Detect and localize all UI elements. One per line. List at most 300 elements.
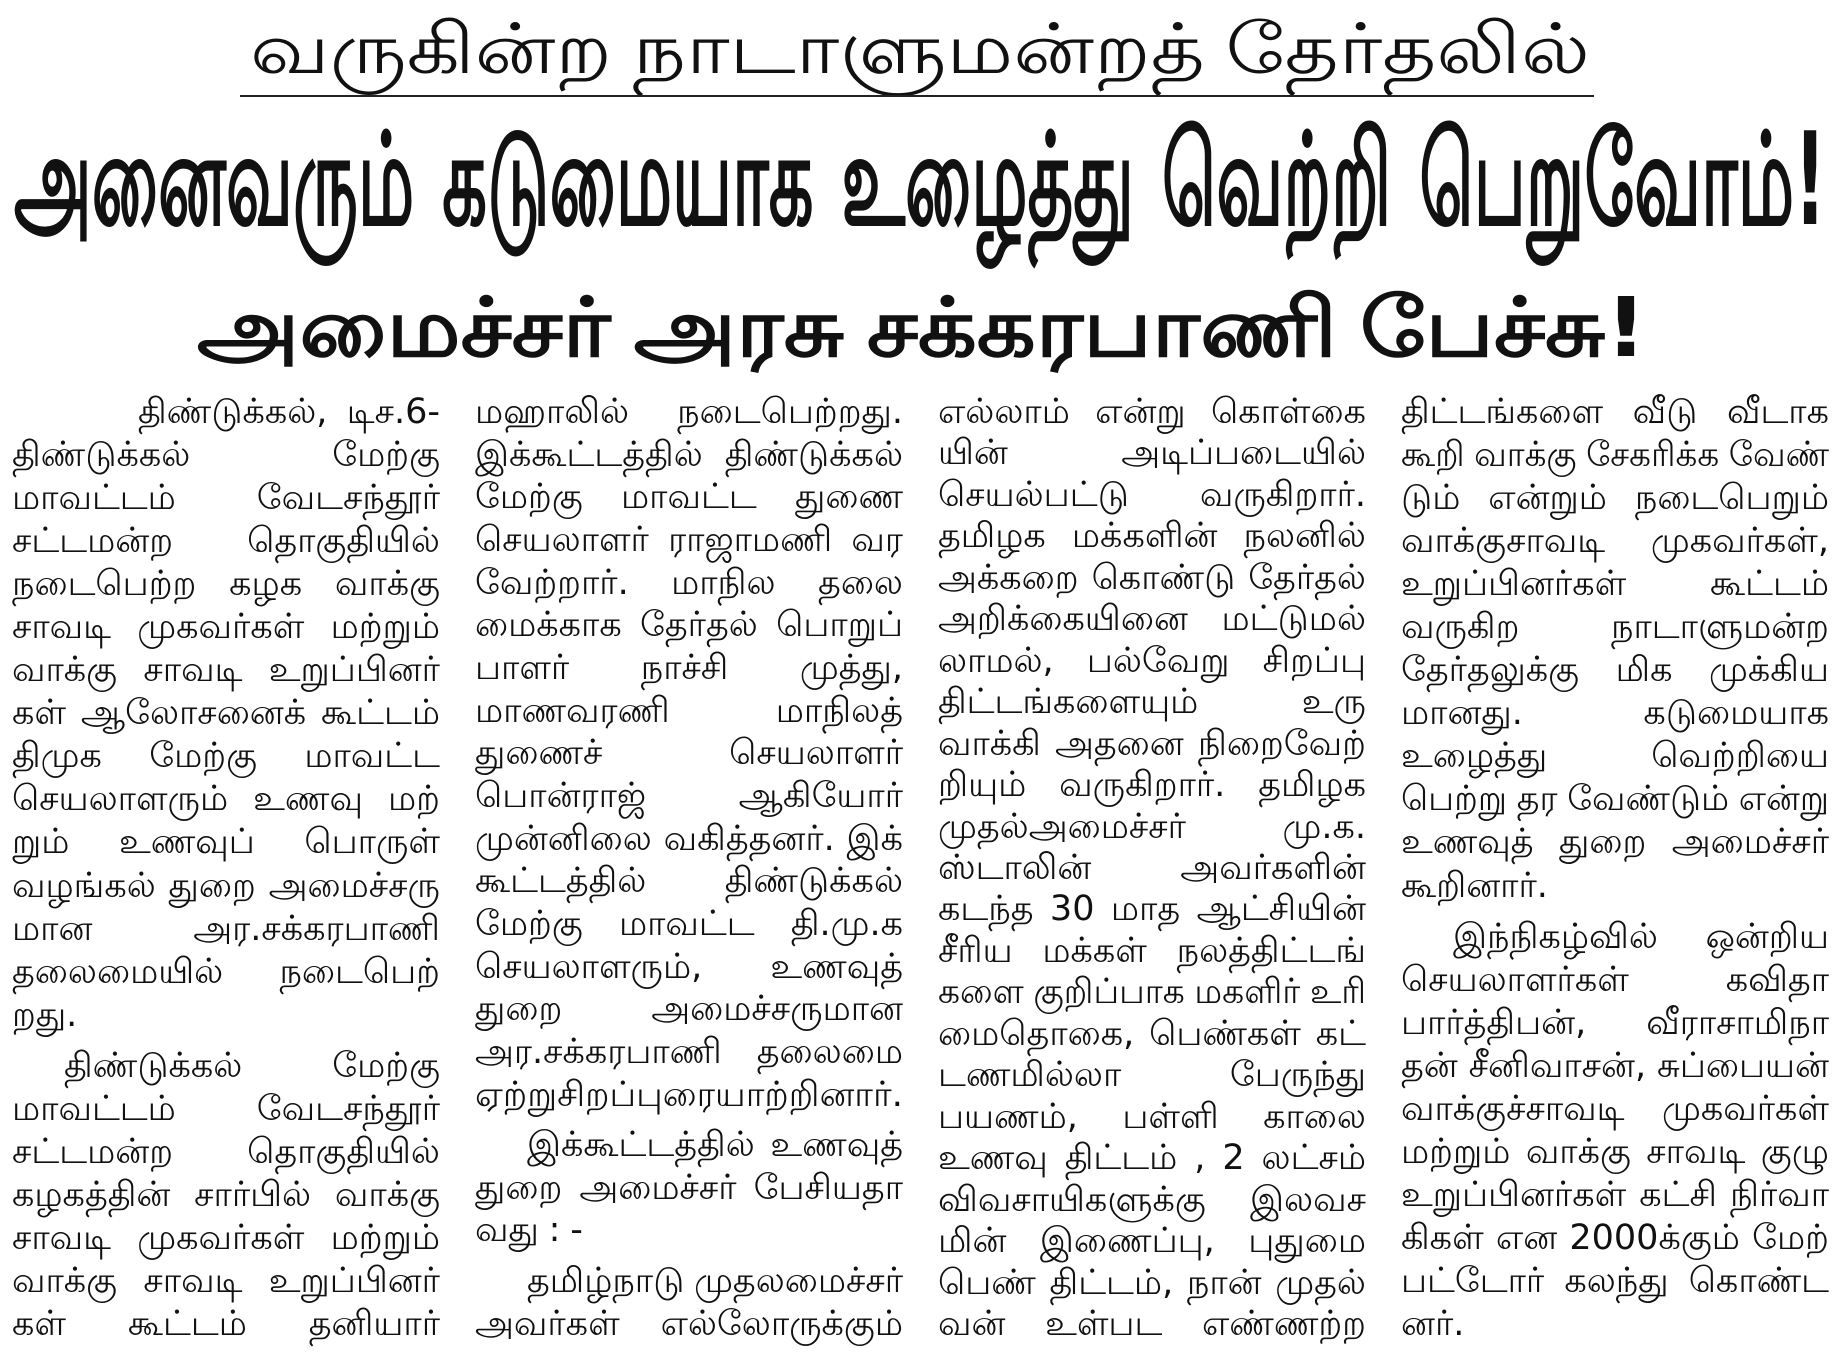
line-text: [475, 563, 903, 603]
word: சாவடி: [143, 650, 243, 691]
body-text-line: [475, 1032, 903, 1072]
body-text-line: [12, 736, 440, 776]
word: நிர்வா: [1729, 1174, 1829, 1215]
article-column-3: [938, 392, 1366, 1344]
body-text-line: [938, 724, 1366, 764]
body-text-line: [12, 952, 440, 992]
body-text-line: [475, 989, 903, 1029]
word: உரு: [1301, 682, 1366, 723]
line-text: [938, 433, 1366, 473]
line-text: [12, 822, 440, 862]
word: பல்வேறு: [1086, 640, 1230, 681]
word: மைதொகை,: [938, 1013, 1135, 1054]
word: அமைச்சர்: [579, 1167, 737, 1208]
word: திண்டுக்கல்: [64, 1045, 243, 1086]
word: றது.: [12, 994, 78, 1035]
body-text-line: [938, 558, 1366, 598]
word: நடைபெற்: [279, 951, 440, 992]
word: என்றும்: [1488, 478, 1607, 519]
line-text: [14, 106, 1826, 256]
word: பள்ளி: [1122, 1096, 1219, 1137]
line-text: [938, 641, 1366, 681]
body-text-line: [475, 563, 903, 603]
word: நலனில்: [1243, 516, 1366, 557]
word: மாவட்ட: [304, 736, 440, 777]
line-text: [475, 861, 903, 901]
word: சாவடி: [1646, 1131, 1746, 1172]
line-text: [138, 392, 440, 432]
line-text: [475, 1075, 903, 1115]
word: நாடாளுமன்ற: [1611, 607, 1829, 648]
line-text: [475, 392, 903, 432]
line-text: [12, 1132, 440, 1172]
body-text-line: [1401, 736, 1829, 776]
body-text-line: [475, 861, 903, 901]
word: செயலாளர்: [475, 519, 649, 560]
line-text: [12, 1089, 440, 1129]
body-text-line: [938, 931, 1366, 971]
body-text-line: [475, 1125, 903, 1165]
word: தேர்தல்: [1248, 557, 1366, 598]
word: ஏற்றுசிறப்புரையாற்றினார்.: [475, 1074, 904, 1115]
line-text: [475, 947, 903, 987]
word: துறை: [475, 989, 563, 1030]
word: சீரிய: [938, 930, 1013, 971]
word: வாக்குச்சாவடி: [1401, 1088, 1625, 1129]
word: இந்நிகழ்வில்: [1453, 916, 1658, 957]
line-text: [1401, 693, 1829, 733]
body-text-line: [1401, 1089, 1829, 1129]
body-text-line: [475, 733, 903, 773]
word: வருகிறார்.: [1199, 474, 1366, 515]
word: சாவடி: [143, 1260, 243, 1301]
line-text: [475, 1032, 903, 1072]
body-text-line: [938, 1221, 1366, 1261]
word: குறிப்பாக: [1033, 972, 1185, 1013]
line-text: [938, 392, 1366, 432]
word: றியும்: [938, 765, 1027, 806]
word: வகித்தனர்.: [663, 818, 835, 859]
article-column-1: [12, 392, 440, 1344]
line-text: [938, 475, 1366, 515]
line-text: [938, 682, 1366, 722]
body-text-line: [12, 1304, 440, 1344]
word: இக்கூட்டத்தில்: [527, 1125, 755, 1166]
word: திட்டங்களையும்: [938, 682, 1199, 723]
word: உள்பட: [1045, 1303, 1163, 1344]
word: என்று: [1095, 392, 1186, 432]
word: வருகிற: [1401, 607, 1520, 648]
word: ஒன்றிய: [1705, 916, 1829, 957]
word: தலைமை: [756, 1031, 903, 1072]
word: டணமில்லா: [938, 1055, 1122, 1096]
body-text-line: [938, 807, 1366, 847]
line-text: [938, 931, 1366, 971]
line-text: [475, 776, 903, 816]
word: நிறைவேற்: [1197, 723, 1366, 764]
word: தன்: [1401, 1045, 1458, 1086]
body-text-line: [12, 1089, 440, 1129]
line-text: [1401, 521, 1829, 561]
body-text-line: [1401, 693, 1829, 733]
word: கூட்டம்: [321, 693, 440, 734]
word: திண்டுக்கல்: [724, 861, 903, 902]
line-text: [12, 650, 440, 690]
body-text-line: [938, 1180, 1366, 1220]
line-text: [475, 1168, 903, 1208]
word: செயலாளர்: [729, 733, 903, 774]
line-text: [938, 1014, 1366, 1054]
word: லாமல்,: [938, 640, 1054, 681]
body-text-line: [12, 995, 440, 1035]
word: வழங்கல்: [12, 865, 156, 906]
line-text: [1401, 1003, 1829, 1043]
word: இக்: [846, 818, 903, 859]
word: காலை: [1263, 1096, 1366, 1137]
line-text: [475, 733, 903, 773]
word: செயல்பட்டு: [938, 474, 1129, 515]
word: வாக்கி: [938, 723, 1041, 764]
word: மான: [12, 908, 93, 949]
word: அக்கறை: [938, 557, 1079, 598]
body-text-line: [12, 650, 440, 690]
line-text: [1401, 392, 1829, 432]
word: மாவட்ட: [621, 477, 757, 518]
line-text: [197, 282, 1647, 376]
line-text: [475, 1210, 583, 1250]
word: தொகுதியில்: [247, 1131, 440, 1172]
word: கூட்டம்: [127, 1303, 247, 1344]
word: தர: [1516, 779, 1558, 820]
word: கட்சி: [1639, 1174, 1717, 1215]
body-text-line: [938, 1014, 1366, 1054]
word: அமைச்சரு: [268, 865, 440, 906]
line-text: [938, 848, 1366, 888]
line-text: [12, 779, 440, 819]
word: கூறினார்.: [1401, 865, 1548, 906]
word: கடந்த: [938, 889, 1034, 930]
line-text: [12, 607, 440, 647]
word: முகவர்கள்: [137, 1217, 305, 1258]
dateline: [12, 392, 440, 432]
word: டிச.6-: [346, 392, 440, 432]
word: உழைத்து: [1401, 736, 1548, 777]
word: திமுக: [12, 736, 102, 777]
word: உறுப்பினர்கள்: [1401, 1174, 1627, 1215]
word: உரி: [1309, 972, 1367, 1013]
word: முக்கிய: [1709, 650, 1829, 691]
word: திண்டுக்கல்: [724, 434, 903, 475]
word: கொண்ட: [1688, 1260, 1829, 1301]
body-text-line: [1401, 822, 1829, 862]
word: இணைப்பு,: [1039, 1221, 1215, 1262]
line-text: [1401, 1304, 1464, 1344]
line-text: [1401, 1175, 1829, 1215]
line-text: [1401, 1261, 1829, 1301]
word: றும்: [12, 822, 70, 863]
body-text-line: [1401, 1003, 1829, 1043]
word: பெண்: [938, 1262, 1036, 1303]
word: தமிழக: [938, 516, 1046, 557]
word: அமைச்சர்: [1671, 822, 1829, 863]
body-text-line: [1401, 1261, 1829, 1301]
word: மக்கள்: [1042, 930, 1147, 971]
line-text: [12, 564, 440, 604]
word: உணவுத்: [770, 946, 903, 987]
line-text: [250, 6, 1590, 92]
body-text-line: [938, 972, 1366, 1012]
word: திட்டங்களை: [1401, 392, 1604, 432]
body-text-line: [475, 1168, 903, 1208]
word: பொன்ராஜ்: [475, 775, 647, 816]
word: டும்: [1401, 478, 1461, 519]
word: மின்: [938, 1221, 1007, 1262]
body-text-line: [1401, 1132, 1829, 1172]
word: மாணவரணி: [475, 690, 670, 731]
word: 2: [1222, 1138, 1245, 1179]
word: முத்து,: [799, 647, 903, 688]
word: மு.க.: [1282, 806, 1366, 847]
word: அதனை: [1054, 723, 1184, 764]
body-text-line: [12, 435, 440, 475]
line-text: [12, 1304, 440, 1344]
word: சக்கரபாணி: [866, 281, 1337, 376]
word: துறை: [168, 865, 256, 906]
word: வாக்கு: [1474, 435, 1577, 476]
word: பயணம்,: [938, 1096, 1078, 1137]
word: 30: [1049, 889, 1095, 930]
word: நாச்சி: [640, 647, 729, 688]
body-text-line: [475, 819, 903, 859]
body-text-line: [1401, 392, 1829, 432]
line-text: [12, 952, 440, 992]
body-text-line: [475, 520, 903, 560]
line-text: [938, 1221, 1366, 1261]
body-text-line: [938, 433, 1366, 473]
headline-subtitle: [197, 282, 1647, 376]
body-text-line: [12, 1132, 440, 1172]
word: கிகள்: [1401, 1217, 1484, 1258]
word: என்று: [1738, 779, 1830, 820]
line-text: [12, 1218, 440, 1258]
word: உழைத்து: [841, 106, 1134, 255]
line-text: [475, 648, 903, 688]
word: திட்டம்,: [1049, 1262, 1174, 1303]
body-text-line: [12, 521, 440, 561]
line-text: [1401, 1046, 1829, 1086]
word: மானது.: [1401, 693, 1523, 734]
line-text: [938, 972, 1366, 1012]
word: உறுப்பினர்கள்: [1401, 564, 1627, 605]
word: னர்.: [1401, 1303, 1465, 1344]
word: சட்டமன்ற: [12, 1131, 174, 1172]
word: அர.சக்கரபாணி: [475, 1031, 722, 1072]
word: வேற்றார்.: [475, 562, 629, 603]
word: சேகரிக்க: [1586, 435, 1720, 476]
word: -: [570, 1210, 583, 1251]
word: பேருந்து: [1229, 1055, 1366, 1096]
line-text: [475, 989, 903, 1029]
line-text: [938, 1055, 1366, 1095]
word: அனைவரும்: [14, 106, 415, 255]
word: மாநில: [671, 562, 776, 603]
line-text: [938, 889, 1366, 929]
line-text: [12, 435, 440, 475]
word: கலந்து: [1564, 1260, 1669, 1301]
word: சுப்பையன்: [1656, 1045, 1829, 1086]
body-text-line: [938, 475, 1366, 515]
word: திண்டுக்கல்,: [138, 392, 328, 432]
line-text: [12, 693, 440, 733]
word: மேற்கு: [149, 736, 257, 777]
word: நடைபெறும்: [1634, 478, 1829, 519]
line-text: [64, 1046, 440, 1086]
body-text-line: [475, 477, 903, 517]
body-text-line: [475, 1261, 903, 1301]
word: நாடாளுமன்றத்: [632, 8, 1205, 90]
word: அவர்களின்: [1180, 847, 1366, 888]
word: மகளிர்: [1194, 972, 1301, 1013]
word: தமிழக: [1258, 765, 1366, 806]
body-text-line: [12, 779, 440, 819]
word: தொகுதியில்: [247, 521, 440, 562]
word: நடைபெற்ற: [12, 564, 197, 605]
body-text-line: [475, 1210, 903, 1250]
line-text: [938, 807, 1366, 847]
word: பார்த்திபன்,: [1401, 1002, 1587, 1043]
word: திட்டம்: [1064, 1138, 1178, 1179]
word: பொறுப்: [776, 605, 903, 646]
body-text-line: [12, 1218, 440, 1258]
word: அரசு: [633, 281, 844, 376]
word: மிக: [1615, 650, 1673, 691]
word: பெறுவோம்!: [1419, 106, 1827, 255]
word: மஹாலில்: [475, 392, 630, 432]
word: குழு: [1760, 1131, 1829, 1172]
word: வன்: [938, 1303, 1006, 1344]
word: லட்சம்: [1261, 1138, 1366, 1179]
word: மாவட்டம்: [12, 478, 176, 519]
line-text: [938, 724, 1366, 764]
word: வீராசாமிநா: [1646, 1002, 1829, 1043]
word: செயலாளரும்: [12, 779, 229, 820]
line-text: [12, 909, 440, 949]
word: உறுப்பினர்: [268, 650, 440, 691]
body-text-line: [12, 564, 440, 604]
body-text-line: [475, 648, 903, 688]
word: முதல்அமைச்சர்: [938, 806, 1186, 847]
word: முகவர்கள்,: [1650, 521, 1829, 562]
line-text: [12, 478, 440, 518]
word: கள்: [12, 693, 66, 734]
word: வருகிறார்.: [1059, 765, 1226, 806]
body-text-line: [475, 691, 903, 731]
word: களை: [938, 972, 1024, 1013]
line-text: [938, 1138, 1366, 1178]
line-text: [1401, 478, 1829, 518]
body-text-line: [12, 1046, 440, 1086]
body-text-line: [12, 909, 440, 949]
body-text-line: [12, 478, 440, 518]
line-text: [475, 605, 903, 645]
line-text: [475, 435, 903, 475]
body-text-line: [1401, 960, 1829, 1000]
word: வெற்றியை: [1651, 736, 1829, 777]
body-text-line: [475, 435, 903, 475]
word: தேர்தலுக்கு: [1401, 650, 1580, 691]
word: அவர்கள்: [475, 1303, 620, 1344]
word: அறிக்கையினை: [938, 599, 1188, 640]
body-text-line: [938, 1138, 1366, 1178]
word: வீடு: [1632, 392, 1698, 432]
word: சீனிவாசன்,: [1468, 1045, 1647, 1086]
body-text-line: [475, 1304, 903, 1344]
word: மாநிலத்: [775, 690, 903, 731]
word: வேடசந்தூர்: [256, 478, 440, 519]
article-column-4: [1401, 392, 1829, 1344]
word: கள்: [12, 1303, 66, 1344]
line-text: [938, 1263, 1366, 1303]
body-text-line: [475, 776, 903, 816]
line-text: [938, 765, 1366, 805]
line-text: [475, 904, 903, 944]
word: சிறப்பு: [1262, 640, 1366, 681]
word: வருகின்ற: [250, 8, 612, 90]
word: உணவுத்: [770, 1125, 903, 1166]
line-text: [1401, 822, 1829, 862]
body-text-line: [938, 1055, 1366, 1095]
line-text: [1401, 650, 1829, 690]
word: பாளர்: [475, 647, 570, 688]
word: அமைச்சருமான: [651, 989, 903, 1030]
word: துறை: [475, 1167, 563, 1208]
word: பெற்று: [1401, 779, 1508, 820]
body-text-line: [938, 599, 1366, 639]
body-text-line: [1401, 1175, 1829, 1215]
line-text: [475, 819, 903, 859]
line-text: [475, 1304, 903, 1344]
word: வேண்: [1728, 435, 1830, 476]
word: எல்லோருக்கும்: [660, 1303, 903, 1344]
word: துறை: [1559, 822, 1647, 863]
body-text-line: [1401, 779, 1829, 819]
word: செயலாளரும்,: [475, 946, 703, 987]
word: நடைபெற்றது.: [677, 392, 903, 432]
body-text-line: [12, 693, 440, 733]
line-text: [1401, 607, 1829, 647]
line-text: [12, 1261, 440, 1301]
word: சார்பில்: [194, 1174, 312, 1215]
word: வர: [851, 519, 903, 560]
body-text-line: [12, 607, 440, 647]
body-text-line: [1401, 521, 1829, 561]
body-text-line: [938, 1263, 1366, 1303]
word: மாவட்ட: [618, 903, 755, 944]
word: தலை: [818, 562, 903, 603]
body-text-line: [938, 1097, 1366, 1137]
line-text: [1401, 1132, 1829, 1172]
body-text-line: [475, 392, 903, 432]
word: தி.மு.க: [790, 903, 903, 944]
line-text: [938, 1304, 1366, 1344]
body-text-line: [938, 392, 1366, 432]
line-text: [938, 516, 1366, 556]
word: வாக்கு: [1525, 1131, 1631, 1172]
body-text-line: [1401, 866, 1829, 906]
word: சாவடி: [12, 1217, 112, 1258]
word: விவசாயிகளுக்கு: [938, 1179, 1206, 1220]
word: இக்கூட்டத்தில்: [475, 434, 703, 475]
